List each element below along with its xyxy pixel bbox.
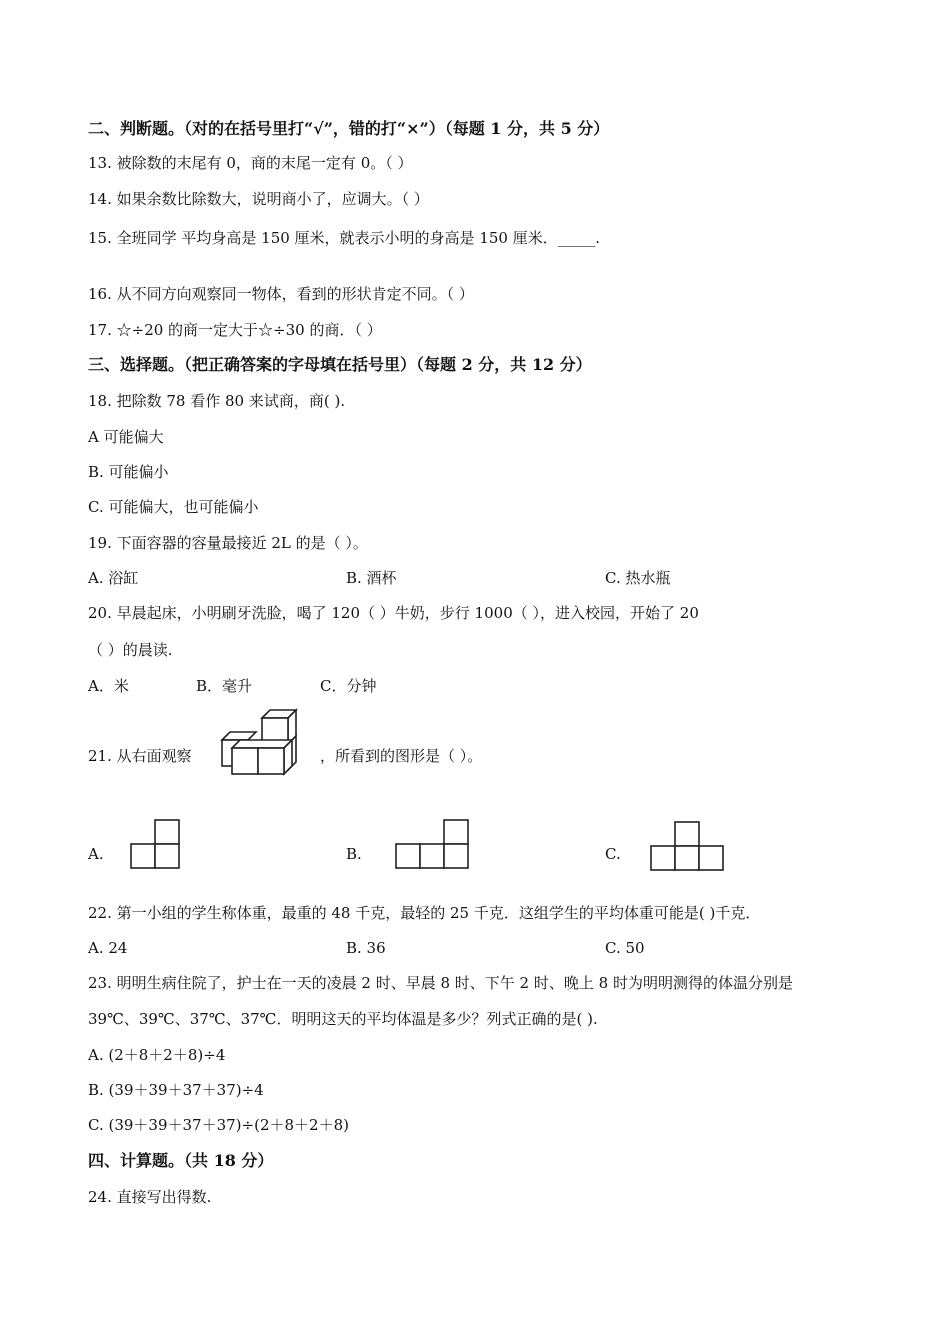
question-17: 17. ☆÷20 的商一定大于☆÷30 的商．（ ）	[88, 321, 382, 339]
question-22: 22. 第一小组的学生称体重，最重的 48 千克，最轻的 25 千克．这组学生的平均体重可能是( )千克．	[88, 904, 761, 922]
question-16: 16. 从不同方向观察同一物体，看到的形状肯定不同。（ ）	[88, 285, 474, 303]
question-19-option-a: A. 浴缸	[88, 569, 139, 587]
question-23-line-1: 23. 明明生病住院了，护士在一天的凌晨 2 时、早晨 8 时、下午 2 时、晚上 8 时为明明测得的体温分别是	[88, 974, 793, 992]
question-24: 24. 直接写出得数.	[88, 1188, 212, 1206]
question-20-option-c: C．分钟	[320, 677, 377, 695]
option-b-view-figure	[394, 818, 470, 872]
option-a-view-figure	[130, 818, 182, 870]
question-18: 18. 把除数 78 看作 80 来试商，商( ).	[88, 392, 346, 410]
question-21-option-c-label: C.	[605, 845, 621, 863]
question-14: 14. 如果余数比除数大，说明商小了，应调大。（ ）	[88, 190, 429, 208]
question-20-option-a: A．米	[88, 677, 129, 695]
cube-stack-figure	[218, 708, 298, 778]
question-13: 13. 被除数的末尾有 0，商的末尾一定有 0。（ ）	[88, 154, 413, 172]
question-18-option-c: C. 可能偏大，也可能偏小	[88, 498, 259, 516]
question-23-line-2: 39℃、39℃、37℃、37℃．明明这天的平均体温是多少？列式正确的是( ).	[88, 1010, 598, 1028]
section-3-heading: 三、选择题。（把正确答案的字母填在括号里）（每题 2 分，共 12 分）	[88, 355, 592, 374]
question-18-option-a: A 可能偏大	[88, 428, 164, 446]
question-23-option-c: C. (39＋39＋37＋37)÷(2＋8＋2＋8)	[88, 1116, 349, 1134]
question-20-option-b: B．毫升	[196, 677, 253, 695]
question-22-option-c: C. 50	[605, 939, 645, 957]
question-19-option-c: C. 热水瓶	[605, 569, 671, 587]
question-23-option-a: A. (2＋8＋2＋8)÷4	[88, 1046, 226, 1064]
question-19: 19. 下面容器的容量最接近 2L 的是（ ）。	[88, 534, 368, 552]
section-4-heading: 四、计算题。（共 18 分）	[88, 1151, 274, 1170]
question-23-option-b: B. (39＋39＋37＋37)÷4	[88, 1081, 264, 1099]
question-21-suffix: ，所看到的图形是（ ）。	[320, 747, 483, 765]
question-21-option-a-label: A.	[88, 845, 104, 863]
question-21-option-b-label: B.	[346, 845, 362, 863]
question-22-option-a: A. 24	[88, 939, 128, 957]
question-21-prefix: 21. 从右面观察	[88, 747, 192, 765]
question-22-option-b: B. 36	[346, 939, 386, 957]
question-20-line-2: （ ）的晨读.	[88, 641, 173, 659]
question-15: 15. 全班同学 平均身高是 150 厘米，就表示小明的身高是 150 厘米．_____.	[88, 229, 600, 247]
option-c-view-figure	[649, 820, 725, 874]
question-20-line-1: 20. 早晨起床，小明刷牙洗脸，喝了 120（ ）牛奶，步行 1000（ ），进入校园，开始了 20	[88, 604, 699, 622]
question-19-option-b: B. 酒杯	[346, 569, 397, 587]
section-2-heading: 二、判断题。（对的在括号里打“√”，错的打“×”）（每题 1 分，共 5 分）	[88, 119, 610, 138]
question-18-option-b: B. 可能偏小	[88, 463, 169, 481]
